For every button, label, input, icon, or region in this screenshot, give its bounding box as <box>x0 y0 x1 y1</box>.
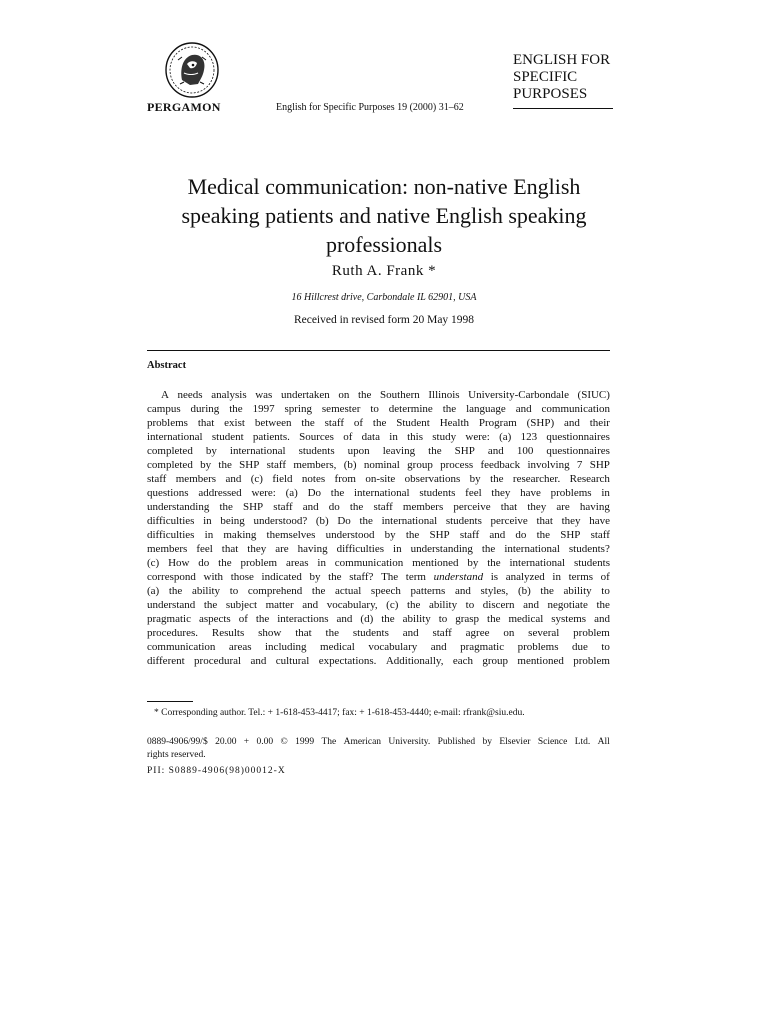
elsevier-tree-logo-icon <box>160 40 224 100</box>
title-line: professionals <box>325 232 443 257</box>
abstract-line: (a) the ability to comprehend the actual speech patterns and styles, (b) the ability to <box>147 585 610 597</box>
title-line: speaking patients and native English speaking <box>181 203 587 228</box>
copyright-line: 0889-4906/99/$ 20.00 + 0.00 © 1999 The American University. Published by Elsevier Science Ltd. All <box>147 737 610 747</box>
abstract-line: communication areas including medical vocabulary and pragmatic problems due to <box>147 641 610 653</box>
journal-logo <box>513 52 613 103</box>
publisher-name: PERGAMON <box>147 100 221 114</box>
journal-logo-line3: PURPOSES <box>513 86 588 102</box>
abstract-line: staff members and (c) field notes from on-site observations by the researcher. Research <box>147 473 610 485</box>
author-name: Ruth A. Frank * <box>331 263 437 279</box>
journal-logo-underline <box>513 108 613 109</box>
footnote-divider <box>147 701 193 702</box>
abstract-line: procedures. Results show that the students and staff agree on several problem <box>147 627 610 639</box>
received-date: Received in revised form 20 May 1998 <box>293 314 475 326</box>
corresponding-author-footnote: * Corresponding author. Tel.: + 1-618-453-4417; fax: + 1-618-453-4440; e-mail: rfrank@siu.edu. <box>154 708 525 718</box>
abstract-line: pragmatic aspects of the interactions and (d) the ability to grasp the medical systems and <box>147 613 610 625</box>
abstract-line: A needs analysis was undertaken on the Southern Illinois University-Carbondale (SIUC) <box>161 389 610 401</box>
abstract-line: campus during the 1997 spring semester to determine the language and communication <box>147 403 610 415</box>
abstract-line: completed by the SHP staff members, (b) nominal group process feedback involving 7 SHP <box>147 459 610 471</box>
copyright-line: rights reserved. <box>147 750 206 760</box>
journal-logo-line2: SPECIFIC <box>513 69 578 85</box>
abstract-line: difficulties in making themselves understood by the SHP staff and do the SHP staff <box>147 529 610 541</box>
abstract-line: difficulties in being understood? (b) Do the international students perceive that they have <box>147 515 610 527</box>
copyright-notice <box>147 736 610 762</box>
abstract-line: correspond with those indicated by the staff? The term understand is analyzed in terms of <box>147 571 610 583</box>
pii-identifier: PII: S0889-4906(98)00012-X <box>147 766 286 776</box>
abstract-line: members feel that they are having difficulties in understanding the international students? <box>147 543 610 555</box>
abstract-line: questions addressed were: (a) Do the international students feel they have problems in <box>147 487 610 499</box>
publisher-emblem <box>160 40 224 100</box>
abstract-line: international student patients. Sources of data in this study were: (a) 123 questionnaires <box>147 431 610 443</box>
abstract-line: different procedural and cultural expectations. Additionally, each group mentioned problem <box>147 655 610 667</box>
article-title <box>120 172 648 259</box>
abstract-line: understanding the SHP staff and do the staff members perceive that they are having <box>147 501 610 513</box>
title-line: Medical communication: non-native English <box>187 174 581 199</box>
journal-logo-line1: ENGLISH FOR <box>513 52 611 68</box>
abstract-heading: Abstract <box>147 360 187 371</box>
abstract-line: problems that exist between the staff of the Student Health Program (SHP) and their <box>147 417 610 429</box>
abstract-line: (c) How do the problem areas in communication mentioned by the international students <box>147 557 610 569</box>
abstract-text <box>147 388 610 668</box>
author-affiliation: 16 Hillcrest drive, Carbondale IL 62901, USA <box>291 292 477 303</box>
journal-citation: English for Specific Purposes 19 (2000) 31–62 <box>276 102 464 113</box>
abstract-line: understand the subject matter and vocabulary, (c) the ability to discern and negotiate the <box>147 599 610 611</box>
abstract-line: completed by international students upon leaving the SHP and 100 questionnaires <box>147 445 610 457</box>
abstract-divider <box>147 350 610 351</box>
